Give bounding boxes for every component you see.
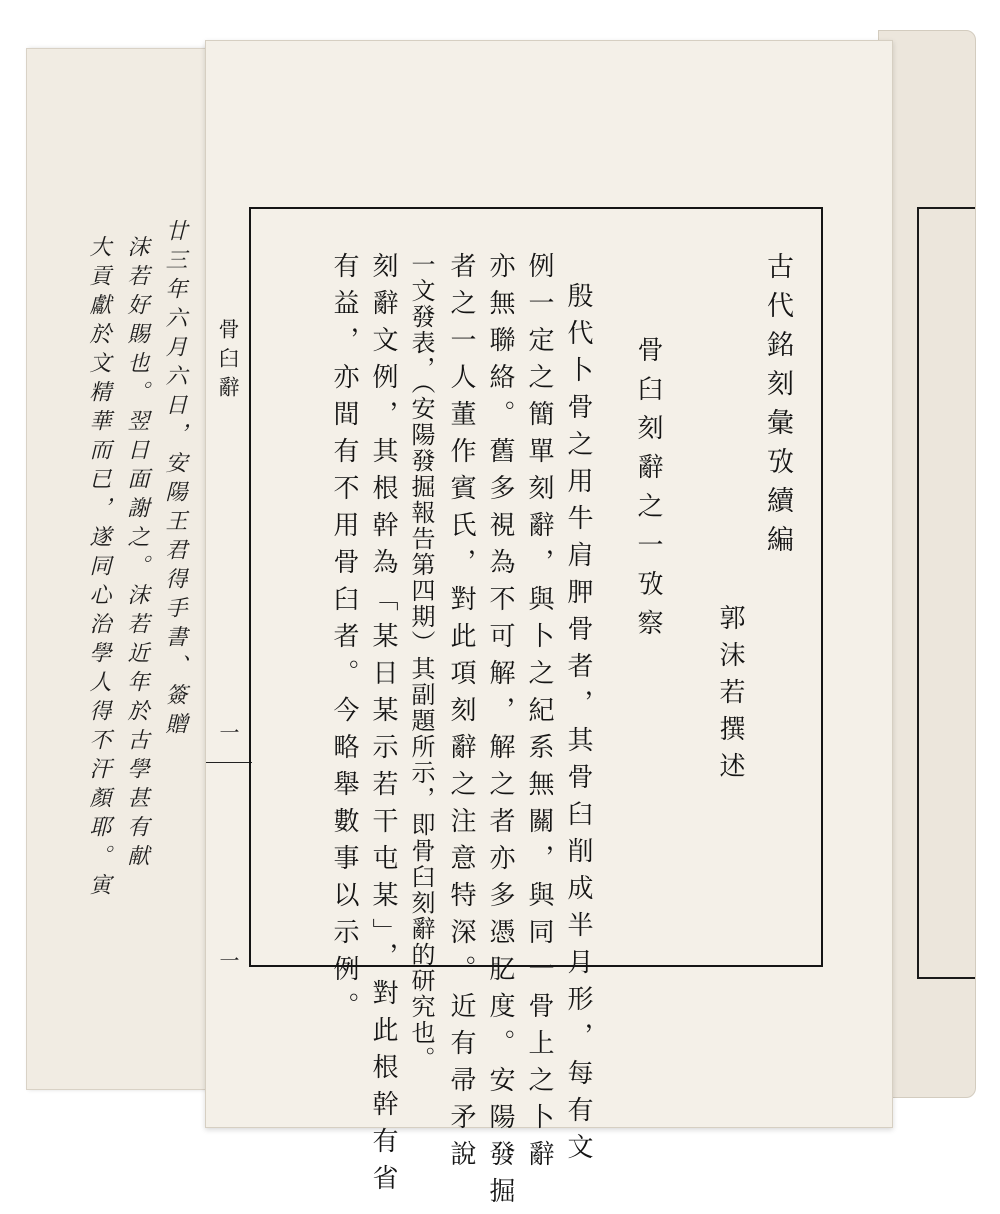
spine-page-number: 一: [216, 722, 240, 742]
book-title: 古代銘刻彙攷續編: [762, 252, 793, 564]
body-column-3: 亦無聯絡。舊多視為不可解，解之者亦多憑肊度。安陽發掘: [485, 252, 515, 1214]
body-column-2: 例一定之簡單刻辭，與卜之紀系無關，與同一骨上之卜辭: [524, 252, 554, 1177]
spine-label: 骨臼辭: [216, 318, 240, 405]
body-column-4: 者之一人董作賓氏，對此項刻辭之注意特深。近有帚矛說: [446, 252, 476, 1177]
body-column-5: 一文發表，（安陽發掘報告第四期）其副題所示，即骨臼刻辭的研究也。: [407, 252, 435, 1072]
inscription-column-3: 大貢獻於文精華而已，遂同心治學人得不汗顏耶。寅: [86, 235, 111, 902]
spine-page-number-lower: 一: [216, 950, 240, 970]
right-page-frame: [917, 207, 975, 979]
body-column-1: 殷代卜骨之用牛肩胛骨者，其骨臼削成半月形，每有文: [563, 282, 593, 1170]
body-column-7: 有益，亦間有不用骨臼者。今略舉數事以示例。: [329, 252, 359, 1029]
inscription-column-2: 沫若好賜也。翌日面謝之。沫若近年於古學甚有献: [124, 235, 149, 873]
essay-title: 骨臼刻辭之一攷察: [633, 336, 663, 648]
left-inscription-page: [26, 48, 212, 1090]
body-column-6: 刻辭文例，其根幹為「某日某示若干屯某」，對此根幹有省: [368, 252, 398, 1201]
inscription-column-1: 廿三年六月六日，安陽王君得手書、簽贈: [162, 219, 187, 741]
spine-divider: [206, 762, 252, 763]
author-line: 郭沫若撰述: [715, 604, 745, 789]
